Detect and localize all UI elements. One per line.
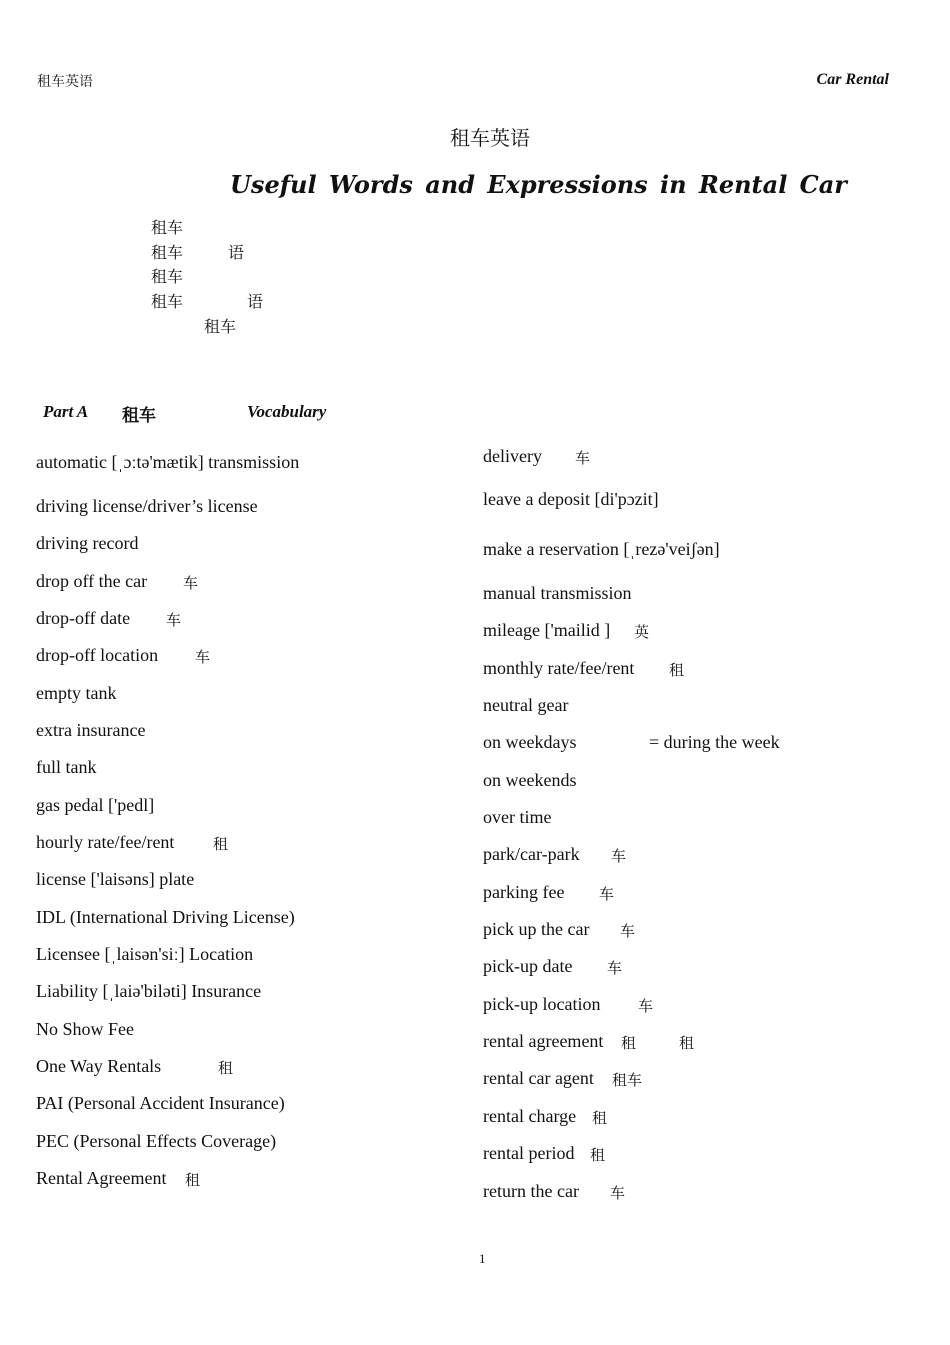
title-word: in — [660, 170, 687, 199]
vocab-term: rental charge — [483, 1106, 577, 1126]
title-word: Expressions — [487, 170, 648, 199]
vocab-term: leave a deposit [di'pɔzit] — [483, 489, 659, 509]
vocab-translation: 车 — [183, 574, 199, 592]
vocab-translation: 车 — [195, 648, 211, 666]
vocab-term: One Way Rentals — [36, 1056, 162, 1076]
document-title-en — [230, 170, 847, 199]
vocab-term: pick-up location — [483, 994, 601, 1014]
vocab-term: mileage ['mailid ] — [483, 620, 611, 640]
vocab-term: on weekends — [483, 770, 577, 790]
vocab-term: parking fee — [483, 882, 565, 902]
vocab-term: hourly rate/fee/rent — [36, 832, 175, 852]
running-header-right: Car Rental — [816, 71, 889, 88]
running-header-left: 租车英语 — [37, 74, 93, 90]
part-label-cn: 租车 — [122, 406, 156, 426]
vocab-term: driving record — [36, 533, 139, 553]
vocab-translation: 租 — [218, 1059, 234, 1077]
vocab-term: IDL (International Driving License) — [36, 907, 295, 927]
vocab-term: make a reservation [ˌrezə'veiʃən] — [483, 539, 720, 559]
vocab-term: PEC (Personal Effects Coverage) — [36, 1131, 277, 1151]
vocab-translation: 车 — [599, 885, 615, 903]
outline-item: 租车 — [204, 317, 237, 336]
vocab-translation: 租 — [590, 1146, 606, 1164]
vocab-term: return the car — [483, 1181, 579, 1201]
vocab-term: Rental Agreement — [36, 1168, 167, 1188]
title-word: and — [425, 170, 475, 199]
vocab-translation: 车 — [610, 1184, 626, 1202]
page-number: 1 — [479, 1251, 486, 1266]
vocab-term: neutral gear — [483, 695, 569, 715]
vocab-translation: 租 — [185, 1171, 201, 1189]
vocab-term: manual transmission — [483, 583, 632, 603]
part-label: Part A — [43, 402, 89, 421]
vocab-term: on weekdays — [483, 732, 577, 752]
vocab-term: drop off the car — [36, 571, 148, 591]
title-word: Rental — [698, 170, 788, 199]
vocab-translation: 英 — [634, 623, 650, 641]
outline-item: 租车 — [151, 218, 184, 237]
vocab-term: Liability [ˌlaiə'biləti] Insurance — [36, 981, 262, 1001]
vocab-translation: 租 — [669, 661, 685, 679]
outline-item: 租车 — [151, 243, 184, 262]
vocab-term: over time — [483, 807, 552, 827]
vocab-term: delivery — [483, 446, 542, 466]
vocab-term: park/car-park — [483, 844, 580, 864]
outline-item: 租车 — [151, 267, 184, 286]
vocab-translation: 车 — [638, 997, 654, 1015]
vocab-translation: 租车 — [612, 1071, 643, 1089]
vocab-term: extra insurance — [36, 720, 146, 740]
vocab-term: rental period — [483, 1143, 575, 1163]
vocab-term: drop-off location — [36, 645, 159, 665]
title-word: Useful — [230, 170, 317, 199]
vocab-translation: 租 — [621, 1034, 637, 1052]
outline-item: 租车 — [151, 292, 184, 311]
vocab-translation: = during the week — [649, 732, 780, 752]
title-word: Words — [328, 170, 413, 199]
document-title-cn: 租车英语 — [450, 126, 530, 150]
vocab-translation: 车 — [611, 847, 627, 865]
vocab-term: gas pedal ['pedl] — [36, 795, 155, 815]
vocab-term: No Show Fee — [36, 1019, 134, 1039]
vocab-term: monthly rate/fee/rent — [483, 658, 635, 678]
vocab-translation: 租 — [592, 1109, 608, 1127]
outline-item-suffix: 语 — [228, 243, 245, 262]
vocab-term: empty tank — [36, 683, 117, 703]
vocab-term: pick-up date — [483, 956, 573, 976]
vocab-term: Licensee [ˌlaisən'siː] Location — [36, 944, 254, 964]
vocab-term: rental agreement — [483, 1031, 604, 1051]
vocab-translation: 车 — [620, 922, 636, 940]
vocab-term: PAI (Personal Accident Insurance) — [36, 1093, 285, 1113]
vocab-term: pick up the car — [483, 919, 590, 939]
vocab-translation: 租 — [213, 835, 229, 853]
vocab-translation: 车 — [575, 449, 591, 467]
title-word: Car — [799, 170, 847, 199]
vocab-term: driving license/driver’s license — [36, 496, 258, 516]
vocab-term: automatic [ˌɔːtə'mætik] transmission — [36, 452, 300, 472]
part-title: Vocabulary — [247, 402, 327, 421]
vocab-term: license ['laisəns] plate — [36, 869, 195, 889]
vocab-translation: 车 — [166, 611, 182, 629]
vocab-translation: 租 — [679, 1034, 695, 1052]
vocab-term: drop-off date — [36, 608, 131, 628]
vocab-term: full tank — [36, 757, 97, 777]
vocab-term: rental car agent — [483, 1068, 594, 1088]
vocab-translation: 车 — [607, 959, 623, 977]
outline-item-suffix: 语 — [247, 292, 264, 311]
